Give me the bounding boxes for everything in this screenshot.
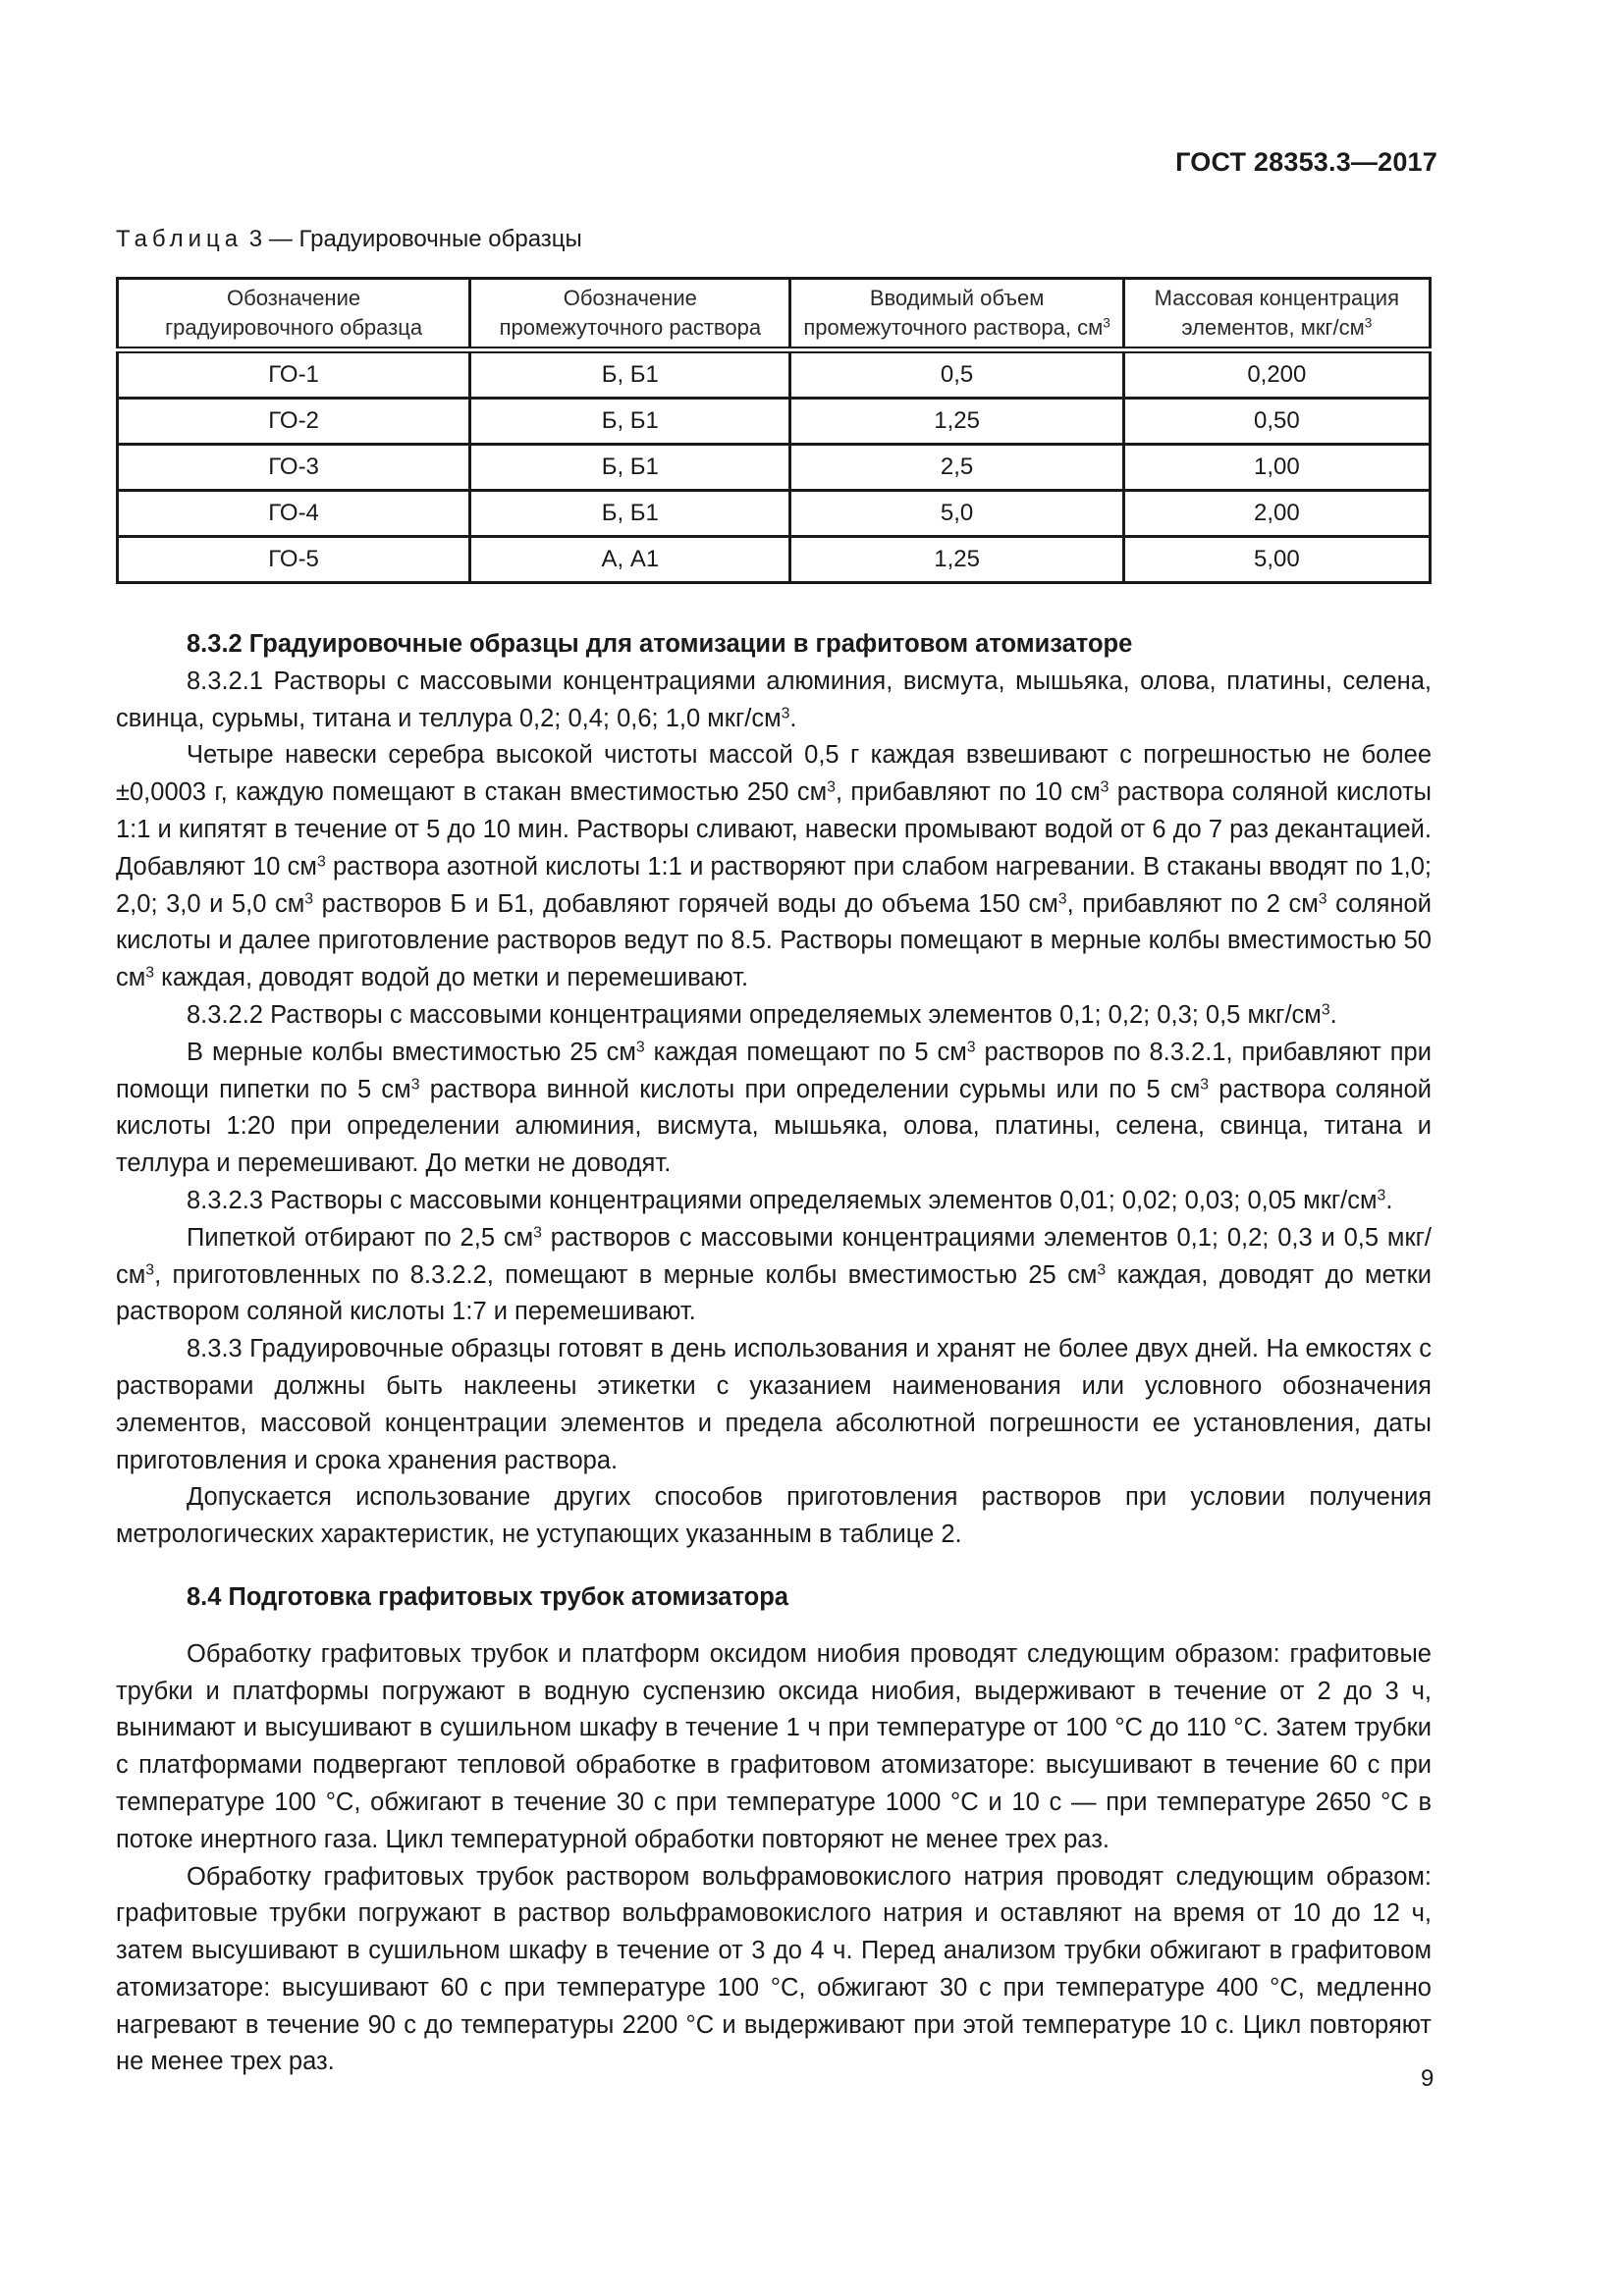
cell-concentration: 0,50: [1123, 399, 1430, 445]
table-caption-prefix: Таблица: [116, 226, 244, 252]
column-header-intermediate-solution: Обозначение промежуточного раствора: [470, 279, 790, 350]
cell-concentration: 5,00: [1123, 537, 1430, 583]
cell-sample: ГО-1: [118, 350, 470, 399]
cell-sample: ГО-4: [118, 491, 470, 537]
table-row: [118, 537, 1431, 583]
cell-solution: Б, Б1: [470, 445, 790, 491]
paragraph-niobium-treatment: Обработку графитовых трубок и платформ оксидом ниобия проводят следующим образом: графитовые трубки и платформы погружают в водную суспензию оксида ниобия, выдерживают в течение от 2 до 3 ч, вынимают и высушивают в сушильном шкафу в течение 1 ч при температуре от 100 °С до 110 °С. Затем трубки с платформами подвергают тепловой обработке в графитовом атомизаторе: высушивают в течение 60 с при температуре 100 °С, обжигают в течение 30 с при температуре 1000 °С и 10 с — при температуре 2650 °С в потоке инертного газа. Цикл температурной обработки повторяют не менее трех раз.: [116, 1639, 1432, 1853]
cell-volume: 1,25: [790, 537, 1123, 583]
page-number: 9: [1421, 2065, 1435, 2092]
table-row: [118, 399, 1431, 445]
calibration-samples-table: [116, 277, 1432, 584]
paragraph-8-3-3: 8.3.3 Градуировочные образцы готовят в день использования и хранят не более двух дней. На емкостях с растворами должны быть наклеены этикетки с указанием наименования или условного обозначения элементов, массовой концентрации элементов и предела абсолютной погрешности ее установления, даты приготовления и срока хранения раствора.: [116, 1335, 1432, 1474]
table-header-row: [118, 279, 1431, 350]
cell-sample: ГО-5: [118, 537, 470, 583]
cell-concentration: 1,00: [1123, 445, 1430, 491]
cell-solution: А, А1: [470, 537, 790, 583]
paragraph-8-3-2-3: 8.3.2.3 Растворы с массовыми концентрациями определяемых элементов 0,01; 0,02; 0,03; 0,05 мкг/$см^3$.: [187, 1186, 1393, 1214]
cell-concentration: 2,00: [1123, 491, 1430, 537]
paragraph-pipette: Пипеткой отбирают по 2,5 $см^3$ растворов с массовыми концентрациями элементов 0,1; 0,2; 0,3 и 0,5 мкг/$см^3$, приготовленных по 8.3.2.2, помещают в мерные колбы вместимостью 25 $см^3$ каждая, доводят до метки раствором соляной кислоты 1:7 и перемешивают.: [116, 1223, 1432, 1326]
paragraph-silver-samples: Четыре навески серебра высокой чистоты массой 0,5 г каждая взвешивают с погрешностью не более ±0,0003 г, каждую помещают в стакан вместимостью 250 $см^3$, прибавляют по 10 $см^3$ раствора соляной кислоты 1:1 и кипятят в течение от 5 до 10 мин. Растворы сливают, навески промывают водой от 6 до 7 раз декантацией. Добавляют 10 $см^3$ раствора азотной кислоты 1:1 и растворяют при слабом нагревании. В стаканы вводят по 1,0; 2,0; 3,0 и 5,0 $см^3$ растворов Б и Б1, добавляют горячей воды до объема 150 $см^3$, прибавляют по 2 $см^3$ соляной кислоты и далее приготовление растворов ведут по 8.5. Растворы помещают в мерные колбы вместимостью 50 $см^3$ каждая, доводят водой до метки и перемешивают.: [116, 741, 1433, 992]
column-header-concentration: Массовая концентрация элементов, мкг/$см^3$: [1123, 279, 1430, 350]
paragraph-volumetric-flasks: В мерные колбы вместимостью 25 $см^3$ каждая помещают по 5 $см^3$ растворов по 8.3.2.1, прибавляют при помощи пипетки по 5 $см^3$ раствора винной кислоты при определении сурьмы или по 5 $см^3$ раствора соляной кислоты 1:20 при определении алюминия, висмута, мышьяка, олова, платины, селена, свинца, титана и теллура и перемешивают. До метки не доводят.: [116, 1038, 1432, 1178]
table-row: [118, 491, 1431, 537]
cell-volume: 1,25: [790, 399, 1123, 445]
cell-concentration: 0,200: [1123, 350, 1430, 399]
table-row: [118, 350, 1431, 399]
table-row: [118, 445, 1431, 491]
cell-sample: ГО-2: [118, 399, 470, 445]
paragraph-8-3-2-1: 8.3.2.1 Растворы с массовыми концентрациями алюминия, висмута, мышьяка, олова, платины, селена, свинца, сурьмы, титана и теллура 0,2; 0,4; 0,6; 1,0 мкг/$см^3$.: [116, 667, 1432, 732]
column-header-volume: Вводимый объем промежуточного раствора, $см^3$: [790, 279, 1123, 350]
table-caption-number: 3: [248, 226, 263, 252]
cell-volume: 5,0: [790, 491, 1123, 537]
cell-sample: ГО-3: [118, 445, 470, 491]
cell-solution: Б, Б1: [470, 491, 790, 537]
document-body: [116, 626, 1432, 2081]
cell-volume: 0,5: [790, 350, 1123, 399]
standard-header: ГОСТ 28353.3—2017: [1175, 147, 1437, 177]
cell-solution: Б, Б1: [470, 399, 790, 445]
cell-volume: 2,5: [790, 445, 1123, 491]
cell-solution: Б, Б1: [470, 350, 790, 399]
section-heading-8-4: 8.4 Подготовка графитовых трубок атомизатора: [187, 1582, 788, 1611]
table-caption: [116, 226, 582, 253]
paragraph-tungstate-treatment: Обработку графитовых трубок раствором вольфрамовокислого натрия проводят следующим образом: графитовые трубки погружают в раствор вольфрамовокислого натрия и оставляют на время от 10 до 12 ч, затем высушивают в сушильном шкафу в течение от 3 до 4 ч. Перед анализом трубки обжигают в графитовом атомизаторе: высушивают 60 с при температуре 100 °С, обжигают 30 с при температуре 400 °С, медленно нагревают в течение 90 с до температуры 2200 °С и выдерживают при этой температуре 10 с. Цикл повторяют не менее трех раз.: [116, 1862, 1432, 2076]
table-caption-title: — Градуировочные образцы: [268, 226, 582, 252]
paragraph-8-3-2-2: 8.3.2.2 Растворы с массовыми концентрациями определяемых элементов 0,1; 0,2; 0,3; 0,5 мкг/$см^3$.: [187, 1000, 1337, 1029]
paragraph-alternative-methods: Допускается использование других способов приготовления растворов при условии получения метрологических характеристик, не уступающих указанным в таблице 2.: [116, 1483, 1432, 1549]
section-heading-8-3-2: 8.3.2 Градуировочные образцы для атомизации в графитовом атомизаторе: [187, 630, 1133, 658]
column-header-sample: Обозначение градуировочного образца: [118, 279, 470, 350]
